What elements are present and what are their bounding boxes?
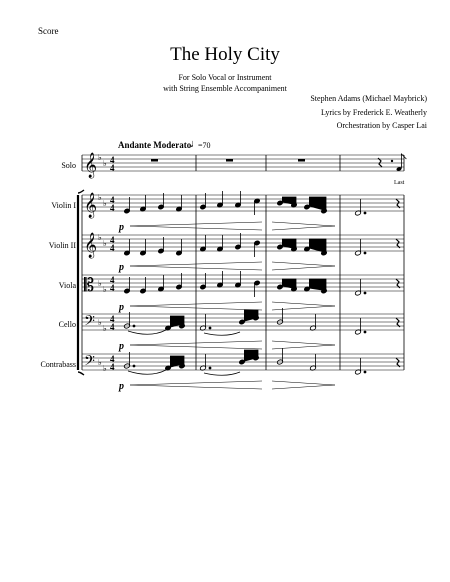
- barlines: [78, 155, 404, 375]
- svg-text:4: 4: [110, 283, 115, 293]
- instrument-label-viola: Viola: [58, 281, 76, 290]
- bass-clef-icon: 𝄢: [84, 313, 95, 333]
- dynamic-cello: p: [119, 341, 124, 352]
- instrument-label-violin-2: Violin II: [48, 241, 76, 250]
- treble-clef-icon: 𝄞: [84, 233, 98, 258]
- lyricist-credit: Lyrics by Frederick E. Weatherly: [320, 108, 427, 117]
- dynamic-violin-2: p: [119, 262, 124, 273]
- composer-credit: Stephen Adams (Michael Maybrick): [310, 94, 427, 103]
- flat-icon: ♭: [103, 324, 107, 333]
- svg-text:4: 4: [110, 203, 115, 213]
- instrument-label-cello: Cello: [58, 320, 76, 329]
- tempo-value: =70: [198, 141, 211, 150]
- tempo-marking: Andante Moderato: [118, 140, 192, 150]
- dynamic-violin-1: p: [119, 222, 124, 233]
- svg-text:4: 4: [110, 163, 115, 173]
- svg-text:4: 4: [110, 195, 115, 205]
- instrument-label-solo: Solo: [61, 161, 76, 170]
- piece-title: The Holy City: [170, 44, 280, 65]
- dynamic-contrabass: p: [119, 381, 124, 392]
- flat-icon: ♭: [103, 159, 107, 168]
- flat-icon: ♭: [103, 199, 107, 208]
- cello-notes: [124, 308, 400, 335]
- flat-icon: ♭: [98, 153, 102, 162]
- svg-text:4: 4: [110, 235, 115, 245]
- dynamic-viola: p: [119, 302, 124, 313]
- solo-lyric-last: Last: [394, 180, 405, 186]
- quarter-note-icon: ♩: [190, 138, 201, 150]
- subtitle-line-1: For Solo Vocal or Instrument: [178, 73, 272, 82]
- flat-icon: ♭: [98, 279, 102, 288]
- treble-clef-icon: 𝄞: [84, 153, 98, 178]
- clefs: [84, 152, 97, 373]
- contrabass-notes: [124, 348, 400, 375]
- violin-2-notes: [124, 233, 400, 257]
- flat-icon: ♭: [98, 233, 102, 242]
- flat-icon: ♭: [103, 364, 107, 373]
- instrument-label-violin-1: Violin I: [51, 201, 76, 210]
- flat-icon: ♭: [98, 193, 102, 202]
- svg-text:4: 4: [110, 354, 115, 364]
- time-signatures: [110, 155, 115, 372]
- score-label: Score: [38, 26, 59, 36]
- flat-icon: ♭: [98, 318, 102, 327]
- svg-text:4: 4: [110, 155, 115, 165]
- svg-text:4: 4: [110, 275, 115, 285]
- flat-icon: ♭: [103, 285, 107, 294]
- alto-clef-icon: 𝄡: [84, 275, 95, 296]
- subtitle-line-2: with String Ensemble Accompaniment: [163, 84, 287, 93]
- instrument-label-contrabass: Contrabass: [40, 360, 76, 369]
- treble-clef-icon: 𝄞: [84, 193, 98, 218]
- flat-icon: ♭: [103, 239, 107, 248]
- svg-text:4: 4: [110, 314, 115, 324]
- svg-text:4: 4: [110, 322, 115, 332]
- svg-text:4: 4: [110, 243, 115, 253]
- key-signatures: [98, 153, 107, 373]
- bass-clef-icon: 𝄢: [84, 353, 95, 373]
- svg-text:4: 4: [110, 362, 115, 372]
- orchestrator-credit: Orchestration by Casper Lai: [336, 121, 427, 130]
- flat-icon: ♭: [98, 358, 102, 367]
